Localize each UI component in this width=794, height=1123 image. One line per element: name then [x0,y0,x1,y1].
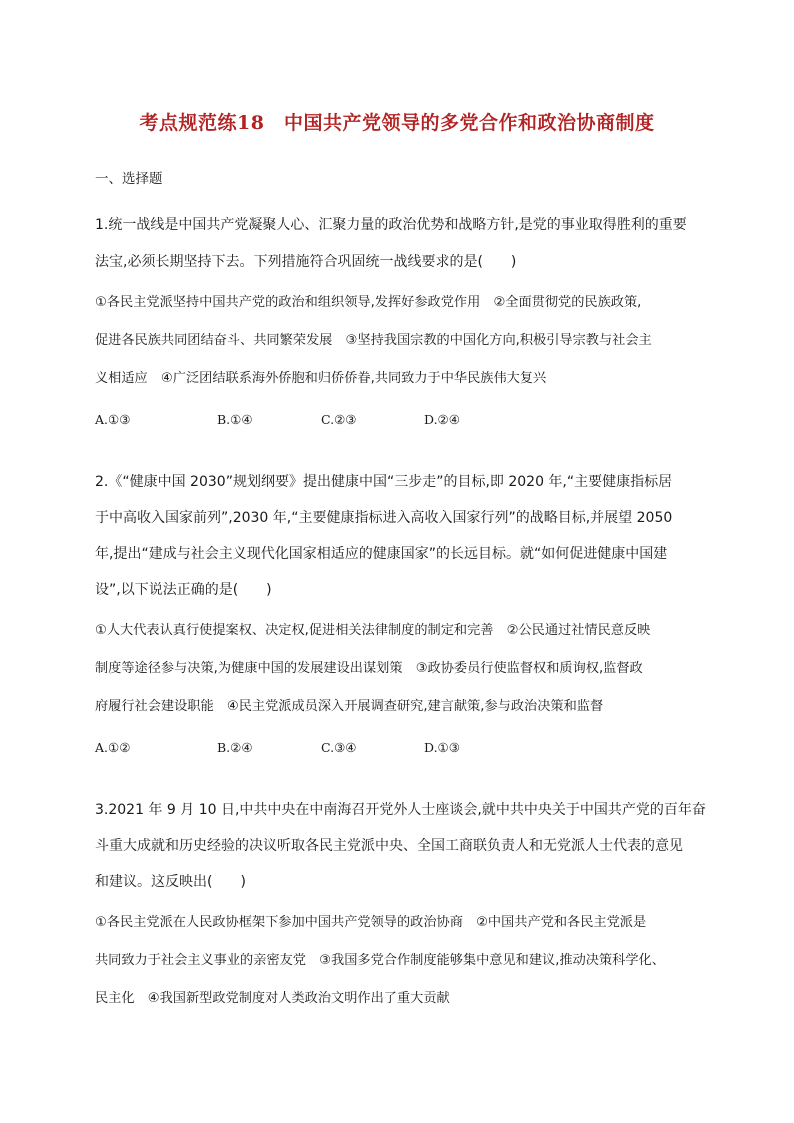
question-option-line: 制度等途径参与决策,为健康中国的发展建设出谋划策 ③政协委员行使监督权和质询权,监督政 [95,661,643,676]
question-option-line: ①各民主党派在人民政协框架下参加中国共产党领导的政治协商 ②中国共产党和各民主党派是 [95,915,647,930]
question-stem-line: 斗重大成就和历史经验的决议听取各民主党派中央、全国工商联负责人和无党派人士代表的意见 [95,838,683,854]
question-stem-line: 设”,以下说法正确的是( ) [95,582,272,598]
choice-d[interactable]: D.②④ [424,412,460,427]
question-option-line: 民主化 ④我国新型政党制度对人类政治文明作出了重大贡献 [95,991,450,1006]
answer-choices [95,410,705,430]
question-stem-line: 和建议。这反映出( ) [95,874,246,890]
choice-c[interactable]: C.②③ [321,412,357,427]
question-stem-line: 1.统一战线是中国共产党凝聚人心、汇聚力量的政治优势和战略方针,是党的事业取得胜利的重要 [95,217,687,233]
choice-c[interactable]: C.③④ [321,740,357,755]
question-option-line: 共同致力于社会主义事业的亲密友党 ③我国多党合作制度能够集中意见和建议,推动决策科学化、 [95,953,665,968]
question-option-line: ①人大代表认真行使提案权、决定权,促进相关法律制度的制定和完善 ②公民通过社情民意反映 [95,623,651,638]
choice-d[interactable]: D.①③ [424,740,460,755]
question-1 [95,215,705,430]
page-title: 考点规范练18 中国共产党领导的多党合作和政治协商制度 [139,112,655,134]
choice-a[interactable]: A.①② [95,740,131,755]
question-stem-line: 年,提出“建成与社会主义现代化国家相适应的健康国家”的长远目标。就“如何促进健康中国建 [95,546,668,562]
question-option-line: 义相适应 ④广泛团结联系海外侨胞和归侨侨眷,共同致力于中华民族伟大复兴 [95,371,547,386]
choice-b[interactable]: B.②④ [217,740,253,755]
question-stem-line: 法宝,必须长期坚持下去。下列措施符合巩固统一战线要求的是( ) [95,254,517,270]
section-heading: 一、选择题 [95,171,163,187]
answer-choices [95,738,705,758]
question-3 [95,800,705,1009]
question-stem-line: 3.2021 年 9 月 10 日,中共中央在中南海召开党外人士座谈会,就中共中央关于中国共产党的百年奋 [95,802,706,818]
question-2 [95,472,705,758]
question-stem-line: 2.《“健康中国 2030”规划纲要》提出健康中国“三步走”的目标,即 2020 年,“主要健康指标居 [95,474,673,490]
question-stem-line: 于中高收入国家前列”,2030 年,“主要健康指标进入高收入国家行列”的战略目标,并展望 2050 [95,510,673,526]
choice-b[interactable]: B.①④ [217,412,253,427]
question-option-line: 府履行社会建设职能 ④民主党派成员深入开展调查研究,建言献策,参与政治决策和监督 [95,699,604,714]
question-option-line: ①各民主党派坚持中国共产党的政治和组织领导,发挥好参政党作用 ②全面贯彻党的民族政策, [95,295,642,310]
choice-a[interactable]: A.①③ [95,412,131,427]
question-option-line: 促进各民族共同团结奋斗、共同繁荣发展 ③坚持我国宗教的中国化方向,积极引导宗教与社会主 [95,333,652,348]
